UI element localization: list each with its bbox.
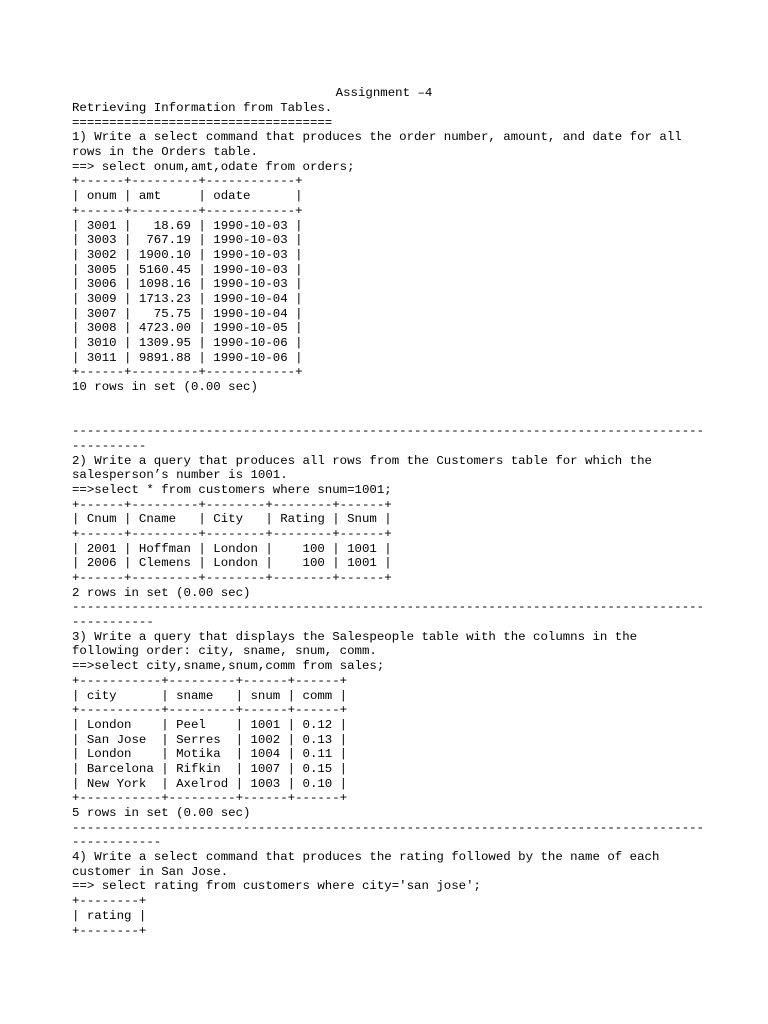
table-border: +------+---------+------------+ <box>72 365 303 380</box>
table-row: | London | Motika | 1004 | 0.11 | <box>72 747 348 762</box>
table-row: | 3001 | 18.69 | 1990-10-03 | <box>72 218 303 233</box>
separator-line: ------------------------------------------------------------------------------------- <box>72 600 705 615</box>
table-border: +--------+ <box>72 923 147 938</box>
table-row: | 2001 | Hoffman | London | 100 | 1001 | <box>72 541 392 556</box>
table-border: +------+---------+------------+ <box>72 174 303 189</box>
text-line: rows in the Orders table. <box>72 145 258 160</box>
question-text: 1) Write a select command that produces the order number, amount, and date for all <box>72 130 682 145</box>
sql-query: ==>select city,sname,snum,comm from sales; <box>72 659 385 674</box>
table-border: +------+---------+--------+--------+------+ <box>72 571 392 585</box>
result-summary: 10 rows in set (0.00 sec) <box>72 380 258 395</box>
sql-query: ==> select rating from customers where city='san jose'; <box>72 879 481 894</box>
table-border: +-----------+---------+------+------+ <box>72 703 348 718</box>
separator-line: ------------------------------------------------------------------------------------- <box>72 820 705 835</box>
table-row: | 3010 | 1309.95 | 1990-10-06 | <box>72 336 303 350</box>
table-row: | 3006 | 1098.16 | 1990-10-03 | <box>72 277 303 292</box>
table-border: +------+---------+--------+--------+------+ <box>72 497 392 512</box>
result-summary: 2 rows in set (0.00 sec) <box>72 585 251 600</box>
table-row: | 3009 | 1713.23 | 1990-10-04 | <box>72 291 303 306</box>
table-row: | Cnum | Cname | City | Rating | Snum | <box>72 512 392 527</box>
sql-query: ==>select * from customers where snum=1001; <box>72 482 392 497</box>
text-line: following order: city, sname, snum, comm. <box>72 644 377 659</box>
text-line: Retrieving Information from Tables. <box>72 101 333 115</box>
separator-line: ------------------------------------------------------------------------------------- <box>72 424 705 439</box>
table-border: +------+---------+--------+--------+------+ <box>72 526 392 541</box>
separator-line: ------------ <box>72 835 162 850</box>
table-row: | 3005 | 5160.45 | 1990-10-03 | <box>72 262 303 277</box>
separator-line: ----------- <box>72 615 154 630</box>
table-row: | onum | amt | odate | <box>72 189 303 204</box>
table-row: | London | Peel | 1001 | 0.12 | <box>72 717 348 732</box>
table-row: | San Jose | Serres | 1002 | 0.13 | <box>72 732 348 747</box>
sql-query: ==> select onum,amt,odate from orders; <box>72 159 355 174</box>
table-border: +--------+ <box>72 894 147 909</box>
question-text: 4) Write a select command that produces the rating followed by the name of each <box>72 850 660 865</box>
text-line: salesperson’s number is 1001. <box>72 468 288 483</box>
text-line: customer in San Jose. <box>72 864 229 879</box>
separator-line: =================================== <box>72 115 333 130</box>
separator-line: ---------- <box>72 438 147 453</box>
table-row: | 3008 | 4723.00 | 1990-10-05 | <box>72 321 303 336</box>
table-border: +------+---------+------------+ <box>72 203 303 218</box>
table-row: | 3003 | 767.19 | 1990-10-03 | <box>72 233 303 248</box>
table-border: +-----------+---------+------+------+ <box>72 673 348 688</box>
table-row: | 3011 | 9891.88 | 1990-10-06 | <box>72 350 303 365</box>
blank-line <box>72 395 762 410</box>
table-border: +-----------+---------+------+------+ <box>72 791 348 806</box>
document-title: Assignment –4 <box>335 86 433 100</box>
document-body <box>72 101 762 938</box>
question-text: 2) Write a query that produces all rows from the Customers table for which the <box>72 453 652 468</box>
table-row: | New York | Axelrod | 1003 | 0.10 | <box>72 776 348 791</box>
table-row: | 3007 | 75.75 | 1990-10-04 | <box>72 306 303 321</box>
question-text: 3) Write a query that displays the Salespeople table with the columns in the <box>72 629 638 644</box>
table-row: | Barcelona | Rifkin | 1007 | 0.15 | <box>72 761 348 776</box>
table-row: | 2006 | Clemens | London | 100 | 1001 | <box>72 556 392 571</box>
blank-line <box>72 409 762 424</box>
table-row: | rating | <box>72 908 147 923</box>
table-row: | 3002 | 1900.10 | 1990-10-03 | <box>72 247 303 262</box>
table-row: | city | sname | snum | comm | <box>72 688 348 703</box>
result-summary: 5 rows in set (0.00 sec) <box>72 806 251 820</box>
